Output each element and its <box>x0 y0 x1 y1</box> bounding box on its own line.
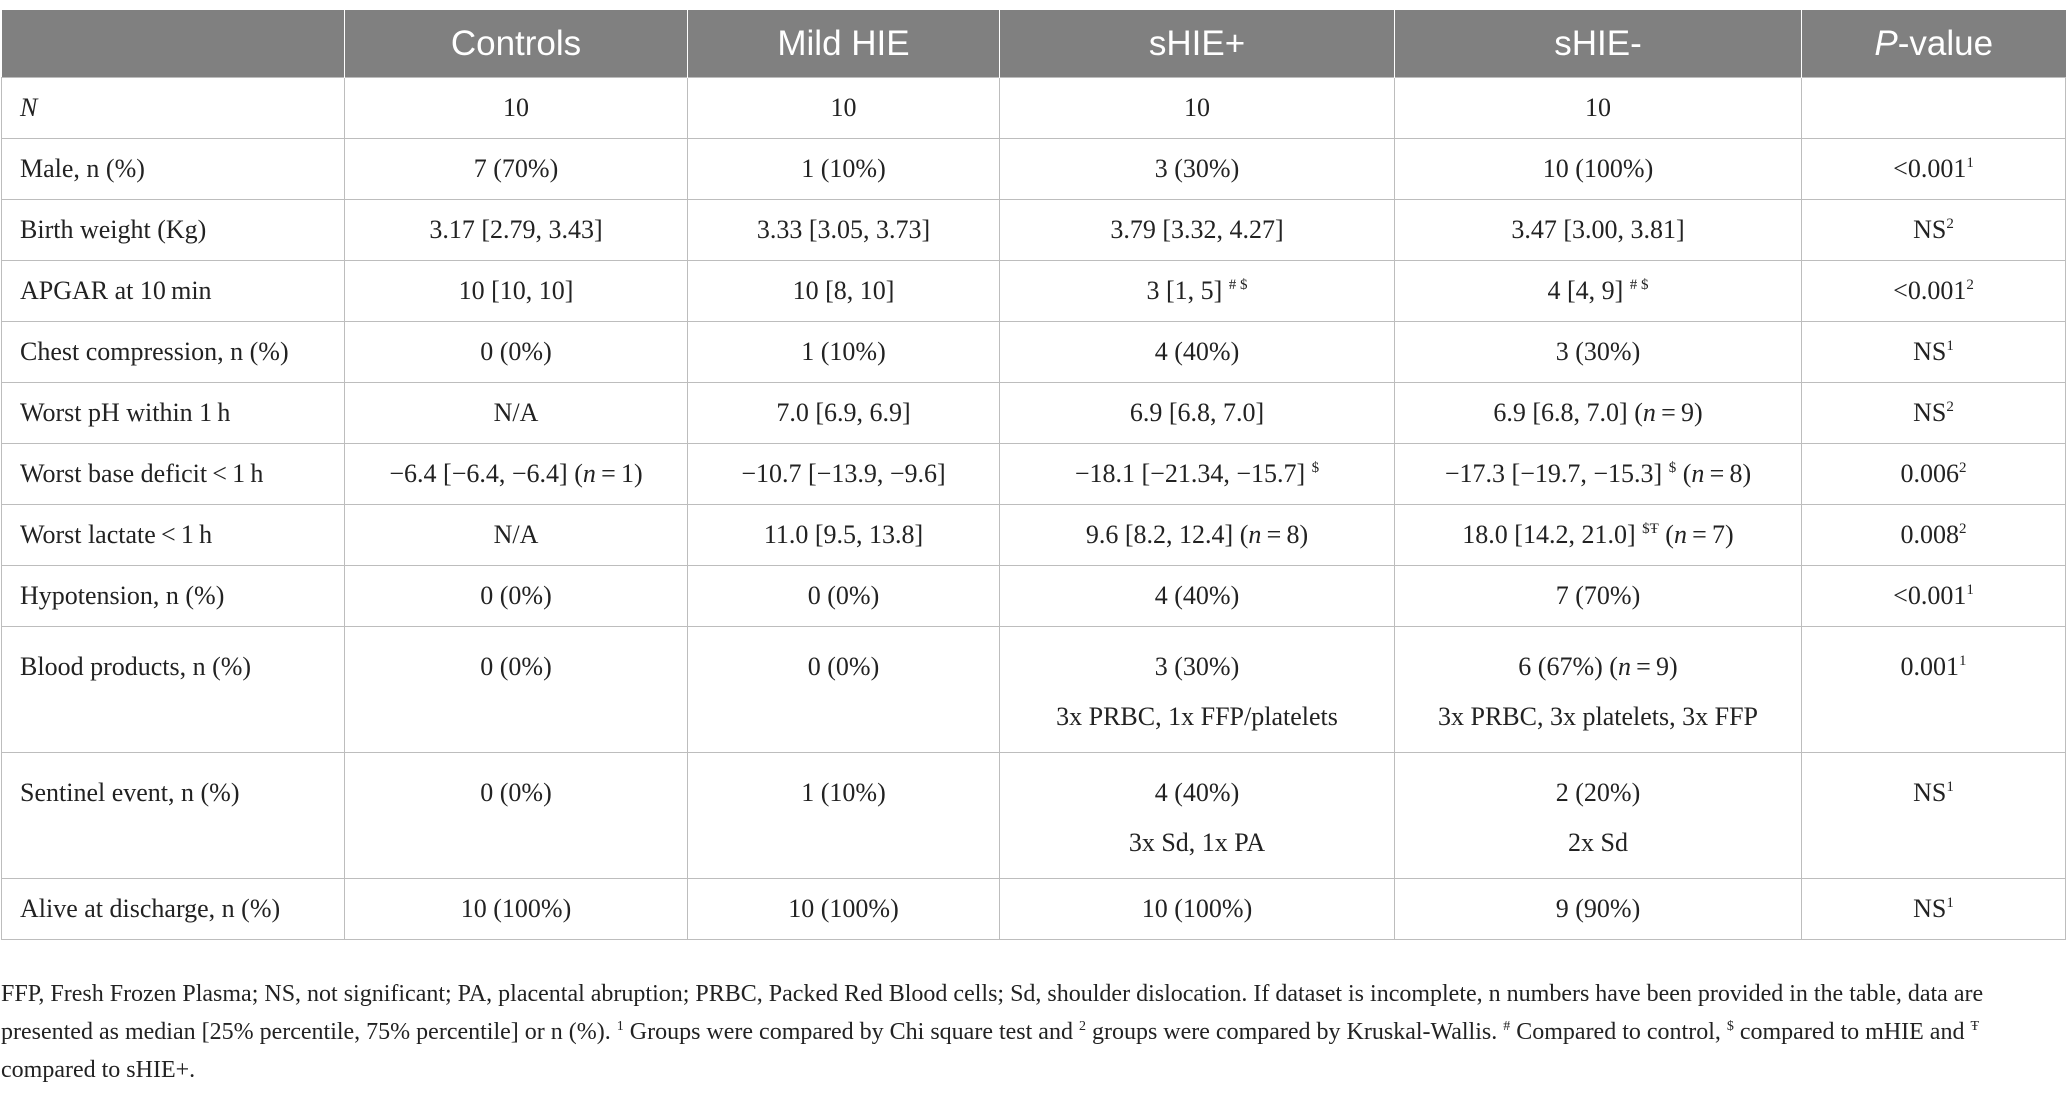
cell-shie-plus: 4 (40%) <box>1000 322 1395 383</box>
cell-controls: 10 [10, 10] <box>345 261 688 322</box>
p-superscript: 2 <box>1959 460 1967 476</box>
cell-mild-hie: 10 (100%) <box>688 879 1000 940</box>
cell-value: 18.0 [14.2, 21.0] <box>1462 520 1636 549</box>
cell-mild-hie: 1 (10%) <box>688 753 1000 879</box>
row-label: Birth weight (Kg) <box>2 200 345 261</box>
p-superscript: 1 <box>1966 155 1974 171</box>
cell-mild-hie: 7.0 [6.9, 6.9] <box>688 383 1000 444</box>
data-table <box>1 10 2066 940</box>
p-superscript: 1 <box>1946 338 1954 354</box>
cell-mild-hie: 1 (10%) <box>688 322 1000 383</box>
cell-p-value <box>1802 139 2066 200</box>
footnote-text: Compared to control, <box>1516 1019 1721 1045</box>
cell-mild-hie: 10 <box>688 78 1000 139</box>
cell-controls: 0 (0%) <box>345 627 688 753</box>
cell-shie-minus <box>1395 383 1802 444</box>
n-letter: n <box>1248 520 1262 549</box>
cell-value: 6.9 [6.8, 7.0] <box>1493 398 1628 427</box>
cell-controls: 10 <box>345 78 688 139</box>
table-row <box>2 879 2066 940</box>
p-value: <0.001 <box>1893 581 1967 610</box>
header-shie-plus: sHIE+ <box>1000 10 1395 78</box>
cell-value: 4 (40%) <box>1154 778 1240 807</box>
cell-p-value <box>1802 753 2066 879</box>
header-mild-hie: Mild HIE <box>688 10 1000 78</box>
row-label: APGAR at 10 min <box>2 261 345 322</box>
cell-value: −18.1 [−21.34, −15.7] <box>1074 459 1306 488</box>
footnote-text: compared to mHIE and <box>1739 1019 1965 1045</box>
cell-detail: 3x PRBC, 1x FFP/platelets <box>1056 702 1338 731</box>
row-label: N <box>2 78 345 139</box>
cell-mild-hie: 0 (0%) <box>688 566 1000 627</box>
cell-mild-hie: 0 (0%) <box>688 627 1000 753</box>
p-superscript: 1 <box>1946 895 1954 911</box>
cell-mild-hie: 11.0 [9.5, 13.8] <box>688 505 1000 566</box>
cell-p-value <box>1802 627 2066 753</box>
table-row <box>2 444 2066 505</box>
cell-shie-plus: 6.9 [6.8, 7.0] <box>1000 383 1395 444</box>
significance-marker: $ <box>1668 460 1677 476</box>
cell-shie-plus <box>1000 261 1395 322</box>
cell-shie-minus: 7 (70%) <box>1395 566 1802 627</box>
n-letter: n <box>582 459 596 488</box>
cell-shie-minus: 3 (30%) <box>1395 322 1802 383</box>
cell-shie-minus: 9 (90%) <box>1395 879 1802 940</box>
p-superscript: 1 <box>1946 779 1954 795</box>
table-row <box>2 753 2066 879</box>
cell-shie-minus: 10 <box>1395 78 1802 139</box>
cell-value: 2 (20%) <box>1555 778 1641 807</box>
footnote-marker: # <box>1503 1019 1511 1034</box>
cell-shie-plus: 10 <box>1000 78 1395 139</box>
cell-shie-minus: 3.47 [3.00, 3.81] <box>1395 200 1802 261</box>
table-row <box>2 627 2066 753</box>
cell-p-value <box>1802 261 2066 322</box>
p-value: 0.001 <box>1900 652 1959 681</box>
p-value: <0.001 <box>1893 154 1967 183</box>
footnote-marker: 2 <box>1078 1019 1086 1034</box>
table-row <box>2 505 2066 566</box>
row-label: Chest compression, n (%) <box>2 322 345 383</box>
p-value: NS <box>1913 398 1947 427</box>
cell-detail: 3x PRBC, 3x platelets, 3x FFP <box>1438 702 1758 731</box>
p-superscript: 2 <box>1959 521 1967 537</box>
header-shie-minus: sHIE- <box>1395 10 1802 78</box>
p-superscript: 2 <box>1946 216 1954 232</box>
footnote-text: Groups were compared by Chi square test and <box>629 1019 1073 1045</box>
cell-controls: 7 (70%) <box>345 139 688 200</box>
p-superscript: 1 <box>1966 582 1974 598</box>
table-row <box>2 322 2066 383</box>
row-label: Male, n (%) <box>2 139 345 200</box>
row-label: Alive at discharge, n (%) <box>2 879 345 940</box>
cell-shie-minus <box>1395 505 1802 566</box>
table-row <box>2 566 2066 627</box>
n-count: = 1) <box>595 459 643 488</box>
table-row <box>2 383 2066 444</box>
cell-p-value <box>1802 505 2066 566</box>
n-open: ( <box>567 459 583 488</box>
cell-value: 9.6 [8.2, 12.4] <box>1085 520 1234 549</box>
cell-controls: 0 (0%) <box>345 753 688 879</box>
cell-controls: 0 (0%) <box>345 322 688 383</box>
significance-marker: $Ŧ <box>1642 521 1659 537</box>
cell-controls: 0 (0%) <box>345 566 688 627</box>
header-p-rest: -value <box>1897 23 1994 63</box>
row-label: Worst base deficit < 1 h <box>2 444 345 505</box>
cell-mild-hie: −10.7 [−13.9, −9.6] <box>688 444 1000 505</box>
cell-mild-hie: 10 [8, 10] <box>688 261 1000 322</box>
table-footnote <box>1 975 2061 1089</box>
n-count: = 9) <box>1630 652 1678 681</box>
row-label: Hypotension, n (%) <box>2 566 345 627</box>
cell-value: 3 (30%) <box>1154 652 1240 681</box>
footnote-text: FFP, Fresh Frozen Plasma; NS, not significant; PA, placental abruption; PRBC, Packed Red Blood cells; Sd, shoulder dislocation. If dataset is incomplete, n numbers have been provided in the table, data are presented as median [25% percentile, 75% percentile] or n (%). <box>1 981 1984 1045</box>
p-value: NS <box>1913 778 1947 807</box>
cell-mild-hie: 1 (10%) <box>688 139 1000 200</box>
n-letter: n <box>1642 398 1656 427</box>
row-label: Worst lactate < 1 h <box>2 505 345 566</box>
n-count: = 7) <box>1686 520 1734 549</box>
row-label: Sentinel event, n (%) <box>2 753 345 879</box>
cell-controls: 3.17 [2.79, 3.43] <box>345 200 688 261</box>
cell-p-value <box>1802 444 2066 505</box>
table-row <box>2 261 2066 322</box>
cell-controls <box>345 444 688 505</box>
footnote-marker: 1 <box>616 1019 624 1034</box>
cell-controls: N/A <box>345 383 688 444</box>
footnote-marker: Ŧ <box>1970 1019 1980 1034</box>
cell-shie-plus: 3.79 [3.32, 4.27] <box>1000 200 1395 261</box>
cell-value-line <box>1413 642 1783 692</box>
cell-shie-plus <box>1000 444 1395 505</box>
cell-shie-minus <box>1395 261 1802 322</box>
cell-detail: 2x Sd <box>1568 828 1628 857</box>
header-p-value <box>1802 10 2066 78</box>
cell-shie-plus <box>1000 505 1395 566</box>
footnote-text: compared to sHIE+. <box>1 1057 196 1083</box>
cell-mild-hie: 3.33 [3.05, 3.73] <box>688 200 1000 261</box>
cell-value: 3 [1, 5] <box>1146 276 1223 305</box>
cell-value: 4 [4, 9] <box>1547 276 1624 305</box>
table-row <box>2 78 2066 139</box>
cell-p-value <box>1802 879 2066 940</box>
cell-value: −17.3 [−19.7, −15.3] <box>1444 459 1663 488</box>
cell-controls: N/A <box>345 505 688 566</box>
p-value: 0.008 <box>1900 520 1959 549</box>
cell-p-value <box>1802 322 2066 383</box>
cell-shie-plus <box>1000 753 1395 879</box>
cell-shie-plus <box>1000 627 1395 753</box>
footnote-text: groups were compared by Kruskal-Wallis. <box>1091 1019 1498 1045</box>
significance-marker: # $ <box>1228 277 1248 293</box>
n-count: = 8) <box>1704 459 1752 488</box>
header-blank <box>2 10 345 78</box>
p-value: 0.006 <box>1900 459 1959 488</box>
cell-value: 6 (67%) <box>1518 652 1603 681</box>
n-letter: n <box>1691 459 1705 488</box>
n-open: ( <box>1233 520 1249 549</box>
cell-p-value <box>1802 383 2066 444</box>
n-open: ( <box>1602 652 1618 681</box>
n-letter: n <box>1617 652 1631 681</box>
row-label: Blood products, n (%) <box>2 627 345 753</box>
p-value: NS <box>1913 337 1947 366</box>
n-open: ( <box>1676 459 1692 488</box>
cell-p-value <box>1802 200 2066 261</box>
table-row <box>2 139 2066 200</box>
p-value: NS <box>1913 894 1947 923</box>
significance-marker: # $ <box>1629 277 1649 293</box>
table-row <box>2 200 2066 261</box>
p-superscript: 1 <box>1959 653 1967 669</box>
cell-value: −6.4 [−6.4, −6.4] <box>389 459 568 488</box>
p-value: NS <box>1913 215 1947 244</box>
p-superscript: 2 <box>1966 277 1974 293</box>
n-count: = 8) <box>1261 520 1309 549</box>
cell-shie-minus <box>1395 753 1802 879</box>
header-controls: Controls <box>345 10 688 78</box>
header-p-letter: P <box>1874 23 1898 63</box>
cell-shie-minus <box>1395 627 1802 753</box>
row-label: Worst pH within 1 h <box>2 383 345 444</box>
cell-shie-plus: 10 (100%) <box>1000 879 1395 940</box>
cell-shie-plus: 3 (30%) <box>1000 139 1395 200</box>
n-count: = 9) <box>1655 398 1703 427</box>
cell-controls: 10 (100%) <box>345 879 688 940</box>
p-value: <0.001 <box>1893 276 1967 305</box>
cell-p-value <box>1802 78 2066 139</box>
cell-detail: 3x Sd, 1x PA <box>1128 828 1266 857</box>
significance-marker: $ <box>1311 460 1320 476</box>
header-row <box>2 10 2066 78</box>
cell-shie-minus <box>1395 444 1802 505</box>
n-open: ( <box>1658 520 1674 549</box>
cell-shie-minus: 10 (100%) <box>1395 139 1802 200</box>
p-superscript: 2 <box>1946 399 1954 415</box>
cell-shie-plus: 4 (40%) <box>1000 566 1395 627</box>
cell-p-value <box>1802 566 2066 627</box>
n-letter: n <box>1673 520 1687 549</box>
n-open: ( <box>1627 398 1643 427</box>
footnote-marker: $ <box>1726 1019 1734 1034</box>
